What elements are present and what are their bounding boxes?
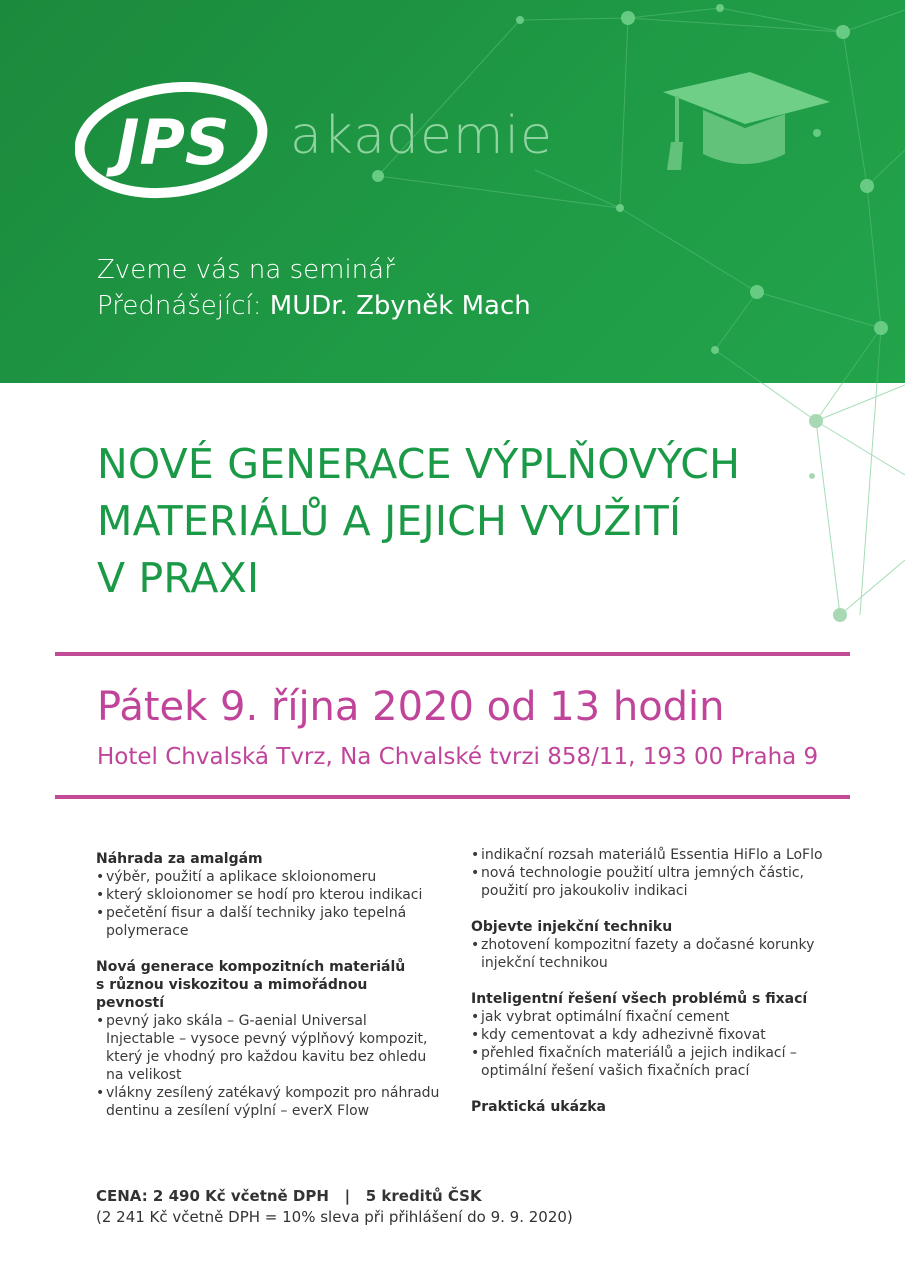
speaker-name: MUDr. Zbyněk Mach: [269, 291, 531, 321]
list-item: • indikační rozsah materiálů Essentia HiFlo a LoFlo: [471, 846, 851, 864]
section-title: Náhrada za amalgám: [96, 851, 263, 867]
section-title: s různou viskozitou a mimořádnou: [96, 977, 368, 993]
speaker-label: Přednášející:: [97, 291, 262, 321]
list-item: • jak vybrat optimální fixační cement: [471, 1008, 851, 1026]
list-item-cont: na velikost: [106, 1067, 182, 1083]
jps-logo-icon: [75, 82, 270, 200]
speaker-line: [97, 288, 531, 324]
program-left-column: [96, 850, 446, 1120]
list-item: • pečetění fisur a další techniky jako tepelná: [96, 904, 446, 922]
list-item: • nová technologie použití ultra jemných částic,: [471, 864, 851, 882]
graduation-cap-icon: [655, 62, 835, 182]
list-item-cont: dentinu a zesílení výplní – everX Flow: [106, 1103, 370, 1119]
event-date: Pátek 9. října 2020 od 13 hodin: [97, 684, 725, 730]
list-item-cont: který je vhodný pro každou kavitu bez ohledu: [106, 1049, 427, 1065]
list-item-cont: polymerace: [106, 923, 189, 939]
program-right-column: [471, 846, 851, 1116]
section-title: Nová generace kompozitních materiálů: [96, 959, 406, 975]
section-title: Praktická ukázka: [471, 1099, 606, 1115]
list-item: • přehled fixačních materiálů a jejich indikací –: [471, 1044, 851, 1062]
list-item: • výběr, použití a aplikace skloionomeru: [96, 868, 446, 886]
list-item: • který skloionomer se hodí pro kterou indikaci: [96, 886, 446, 904]
price-block: [96, 1186, 573, 1228]
title-line: NOVÉ GENERACE VÝPLŇOVÝCH: [97, 440, 741, 488]
price-note: (2 241 Kč včetně DPH = 10% sleva při přihlášení do 9. 9. 2020): [96, 1208, 573, 1226]
price-main: CENA: 2 490 Kč včetně DPH | 5 kreditů ČSK: [96, 1187, 482, 1205]
list-item: • zhotovení kompozitní fazety a dočasné korunky: [471, 936, 851, 954]
logo-text: JPS: [116, 106, 230, 179]
seminar-title: [97, 436, 740, 607]
divider: [55, 652, 850, 656]
section-title: pevností: [96, 995, 165, 1011]
section-title: Objevte injekční techniku: [471, 919, 673, 935]
list-item-cont: Injectable – vysoce pevný výplňový kompozit,: [106, 1031, 428, 1047]
list-item-cont: injekční technikou: [481, 955, 608, 971]
list-item: • pevný jako skála – G-aenial Universal: [96, 1012, 446, 1030]
invite-line: Zveme vás na seminář: [97, 255, 395, 285]
title-line: MATERIÁLŮ A JEJICH VYUŽITÍ: [97, 497, 682, 545]
list-item-cont: optimální řešení vašich fixačních prací: [481, 1063, 750, 1079]
event-venue: Hotel Chvalská Tvrz, Na Chvalské tvrzi 858/11, 193 00 Praha 9: [97, 744, 819, 770]
section-title: Inteligentní řešení všech problémů s fixací: [471, 991, 808, 1007]
invitation: [97, 252, 531, 324]
list-item: • vlákny zesílený zatékavý kompozit pro náhradu: [96, 1084, 446, 1102]
divider: [55, 795, 850, 799]
title-line: V PRAXI: [97, 554, 260, 602]
list-item-cont: použití pro jakoukoliv indikaci: [481, 883, 688, 899]
list-item: • kdy cementovat a kdy adhezivně fixovat: [471, 1026, 851, 1044]
brand-subtitle: akademie: [290, 106, 554, 166]
